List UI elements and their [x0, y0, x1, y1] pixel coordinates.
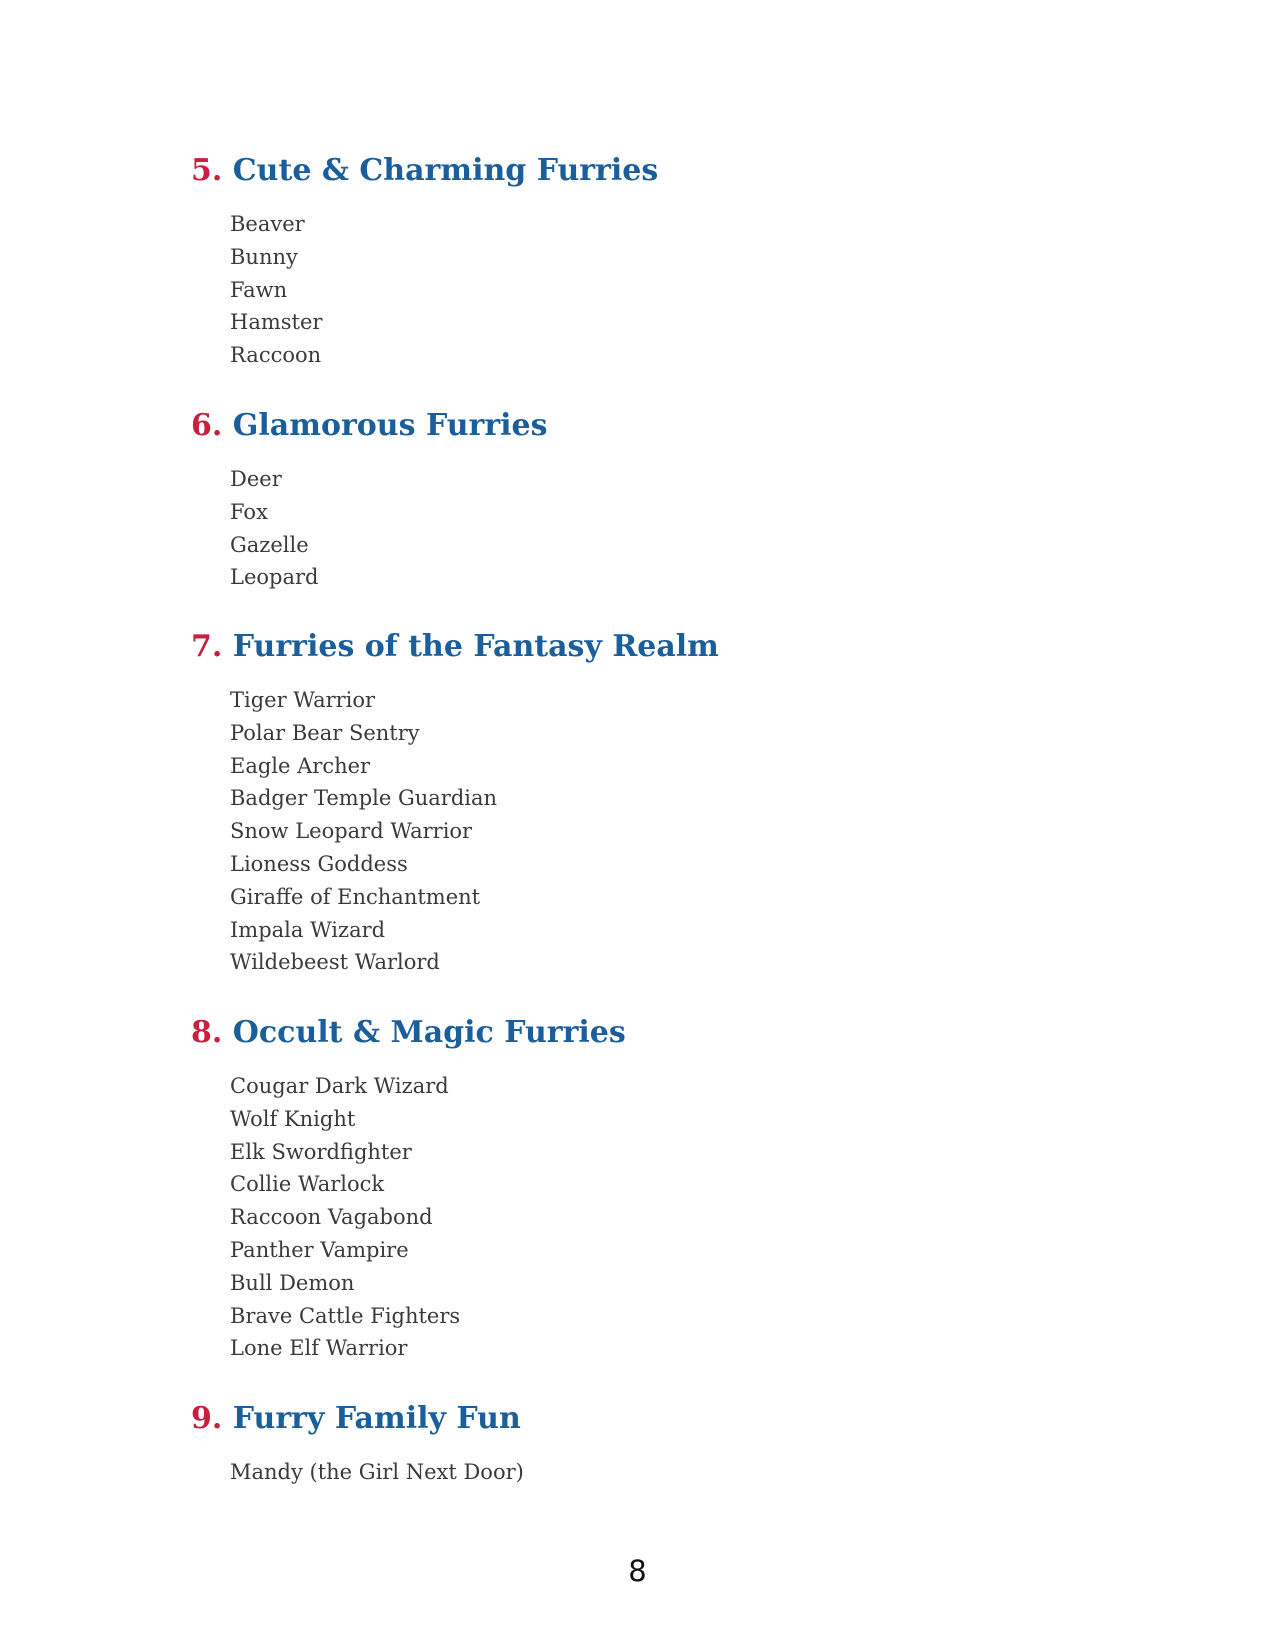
item-list: [191, 1070, 1091, 1365]
section-fantasy-realm: [191, 627, 1091, 979]
list-item: Raccoon Vagabond: [230, 1205, 433, 1230]
section-glamorous: [191, 406, 1091, 594]
item-list: [191, 463, 1091, 594]
list-item: Wildebeest Warlord: [230, 950, 440, 975]
list-item: Lioness Goddess: [230, 851, 408, 876]
list-item: Beaver: [230, 212, 305, 236]
section-occult-magic: [191, 1013, 1091, 1365]
list-item: Snow Leopard Warrior: [230, 819, 473, 844]
section-title: Occult & Magic Furries: [232, 1015, 626, 1050]
section-heading: [191, 1399, 1091, 1439]
item-list: [191, 1456, 1091, 1489]
section-number: 8.: [191, 1015, 223, 1050]
list-item: Giraffe of Enchantment: [230, 884, 481, 909]
section-number: 6.: [191, 408, 223, 443]
section-title: Glamorous Furries: [232, 408, 548, 443]
section-number: 9.: [191, 1401, 223, 1436]
list-item: Deer: [230, 467, 282, 491]
list-item: Bull Demon: [230, 1270, 355, 1295]
list-item: Panther Vampire: [230, 1237, 409, 1262]
list-item: Eagle Archer: [230, 753, 371, 778]
list-item: Hamster: [230, 310, 323, 335]
list-item: Brave Cattle Fighters: [230, 1303, 461, 1328]
section-title: Furry Family Fun: [232, 1401, 521, 1436]
list-item: Tiger Warrior: [230, 688, 376, 712]
section-heading: [191, 151, 1091, 191]
section-heading: [191, 406, 1091, 446]
list-item: Wolf Knight: [230, 1106, 356, 1131]
list-item: Polar Bear Sentry: [230, 720, 420, 745]
item-list: [191, 208, 1091, 372]
list-item: Bunny: [230, 244, 298, 269]
section-family-fun: [191, 1399, 1091, 1489]
list-item: Fox: [230, 499, 268, 524]
section-cute-charming: [191, 151, 1091, 372]
list-item: Mandy (the Girl Next Door): [230, 1460, 524, 1484]
list-item: Fawn: [230, 277, 288, 302]
section-title: Furries of the Fantasy Realm: [232, 629, 719, 664]
list-item: Gazelle: [230, 532, 309, 557]
section-title: Cute & Charming Furries: [232, 153, 659, 188]
item-list: [191, 684, 1091, 979]
list-item: Elk Swordfighter: [230, 1139, 412, 1164]
section-heading: [191, 1013, 1091, 1053]
page-number: 8: [628, 1554, 647, 1588]
list-item: Lone Elf Warrior: [230, 1336, 408, 1361]
list-item: Leopard: [230, 565, 319, 590]
section-number: 7.: [191, 629, 223, 664]
list-item: Impala Wizard: [230, 917, 386, 942]
list-item: Cougar Dark Wizard: [230, 1074, 449, 1098]
list-item: Raccoon: [230, 343, 322, 368]
list-item: Badger Temple Guardian: [230, 786, 498, 811]
list-item: Collie Warlock: [230, 1172, 385, 1197]
section-number: 5.: [191, 153, 223, 188]
section-heading: [191, 627, 1091, 667]
